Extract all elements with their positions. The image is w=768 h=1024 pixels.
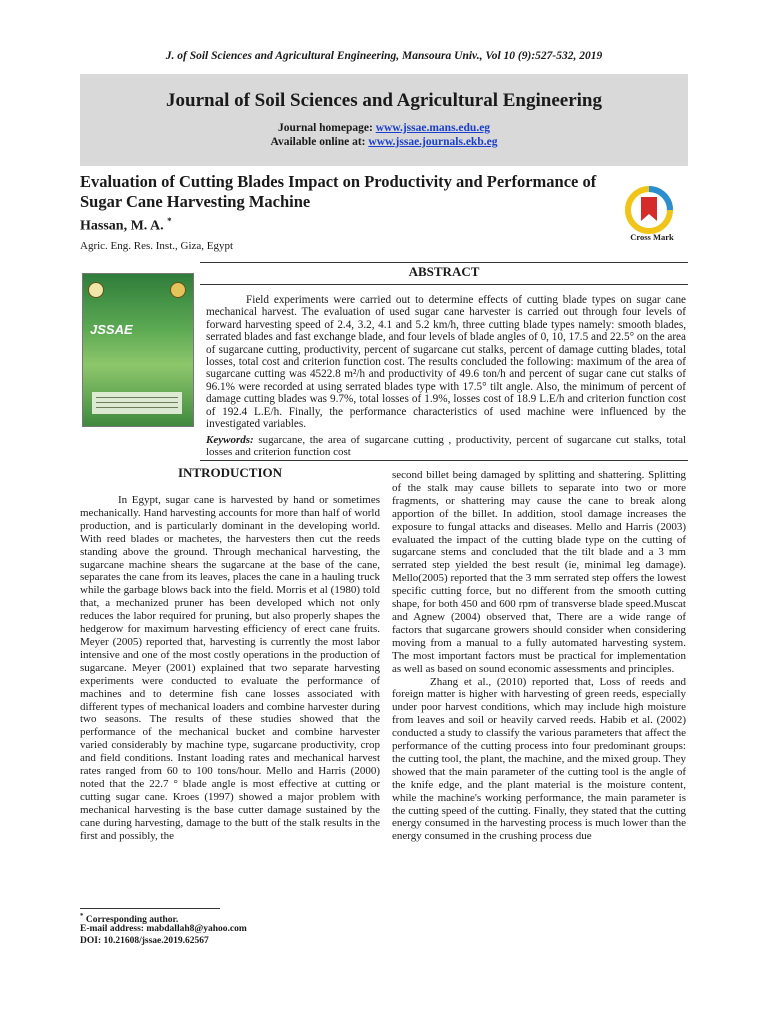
crossmark-icon[interactable] (624, 185, 674, 235)
cover-title: JSSAE (90, 322, 133, 337)
university-seal-icon (88, 282, 104, 298)
introduction-paragraph: Zhang et al., (2010) reported that, Loss of reeds and foreign matter is higher with harvesting of green reeds, especially under poor harvest conditions, which may include high moisture from leaves and soil or heavily carved reeds. Habib et al. (2002) conducted a study to classify the various parameters that affect the performance of the cutting process into four predominant groups: the cutting tool, the plant, the machine, and the mixed group. They showed that the main parameter of the cutting tool is the angle of the knife edge, and the plant material is the moisture content, while the machine's working performance, the main parameter is the cutting speed of the cutting. Finally, they stated that the cutting energy consumed in the harvesting process is much lower than the energy consumed in the crushing process due (392, 675, 686, 843)
cover-info-band (92, 392, 182, 414)
homepage-link[interactable]: www.jssae.mans.edu.eg (375, 122, 491, 134)
journal-seal-icon (170, 282, 186, 298)
journal-homepage-line (80, 122, 688, 134)
cover-band-line (96, 407, 178, 408)
journal-title: Journal of Soil Sciences and Agricultural Engineering (166, 90, 602, 111)
running-head: J. of Soil Sciences and Agricultural Engineering, Mansoura Univ., Vol 10 (9):527-532, 2019 (165, 50, 603, 62)
author (80, 216, 172, 235)
abstract-heading: ABSTRACT (408, 264, 480, 279)
footnote-mark: * (80, 912, 84, 920)
online-link[interactable]: www.jssae.journals.ekb.eg (368, 136, 498, 148)
abstract-top-rule (200, 262, 688, 263)
abstract-heading-rule (200, 284, 688, 285)
cover-band-line (96, 402, 178, 403)
paper-title: Evaluation of Cutting Blades Impact on Productivity and Performance of Sugar Cane Harvesting Machine (80, 172, 597, 211)
introduction-paragraph: second billet being damaged by splitting and shattering. Splitting of the stalk may cause billets to separate into two or more fragments, or shattering may cause the cane to break along apportion of the billet. In addition, stool damage increases the exposure to fungal attacks and diseases. Mello and Harris (2003) evaluated the impact of the cutting blade type on the cutting of sugarcane stems and concluded that the tilt blade and a 3 mm serrated step yielded the best result (ie, minimal leg damage). Mello(2005) reported that the 3 mm serrated step offers the lowest specific cutting force, but no different from the smooth cutting shape, for both 450 and 600 rpm of transverse blade speed.Muscat and Agnew (2004) observed that, There are a wide range of factors that sugarcane growers should consider when considering moving from a manual to a fully automated harvesting system. The most important factors must be practical for implementation as well as based on sound economic assessments and principles. (392, 469, 686, 675)
author-name: Hassan, M. A. (80, 218, 164, 234)
abstract-text: Field experiments were carried out to determine effects of cutting blade types on sugar cane mechanical harvest. The evaluation of used sugar cane harvester is carried out through four levels of forward harvesting speed of 2.4, 3.2, 4.1 and 5.2 km/h, three cutting blade types namely: smooth blades, serrated blades and fast exchange blade, and four levels of blade angles of 0, 10, 17.5 and 22.5° on the area of sugarcane cutting, productivity, percent of sugarcane cut stalks, percent of damage cutting blades, total losses, total cost and criterion function cost. The results concluded the following: maximum of the area of sugarcane cutting was 4522.8 m²/h and productivity of 49.6 ton/h and percent of sugar cane cut stalks of 96.1% were recorded at using serrated blades type with 17.5° tilt angle. Also, the minimum of percent of damage cutting blades was 9.7%, total losses of 1.9%, losses cost of 18.9 L.E/h and criterion function cost of 192.4 L.E/h. Finally, the performance characteristics of used machine were influenced by the investigated variables. (206, 294, 686, 431)
footnote-corresponding-text: Corresponding author. (85, 915, 179, 926)
footnote-email: E-mail address: mabdallah8@yahoo.com (80, 924, 247, 934)
keywords-text: sugarcane, the area of sugarcane cutting , productivity, percent of sugarcane cut stalks, total losses and criterion function cost (206, 434, 687, 459)
online-label: Available online at: (270, 136, 369, 148)
author-mark: * (167, 216, 172, 226)
abstract-bottom-rule (200, 460, 688, 461)
homepage-label: Journal homepage: (277, 122, 376, 134)
journal-online-line (80, 136, 688, 148)
introduction-paragraph: In Egypt, sugar cane is harvested by hand or sometimes mechanically. Hand harvesting accounts for more than half of world production, and is particularly dominant in the developing world. With reed blades or machetes, the harvesters then cut the reeds standing above the ground. Through mechanical harvesting, the sugarcane machine shears the sugarcane at the base of the cane, separates the cane from its leaves, places the cane in a hauling truck while the garbage blows back into the field. Morris et al (1980) told that, a mechanized pruner has been developed which not only reduces the labor required for pruning, but also properly shapes the hedgerow for maximum harvesting efficiency of erect cane fruits. Meyer (2005) reported that, harvesting is currently the most labor intensive and one of the most costly operations in the production of sugarcane. Meyer (2001) explained that two separate harvesting experiments were conducted to evaluate the performance of machines and to determine fish cane losses associated with different types of mechanical loaders and combine harvester during two seasons. The results of these studies showed that the performance of the mechanical bucket and combine harvester varied considerably by machine type, sugarcane productivity, crop and field conditions. Instant loading rates and mechanical harvest rates ranged from 60 to 100 tons/hour. Mello and Harris (2000) noted that the 22.7 ° blade angle is most effective at cutting or cutting sugar cane. Kroes (1997) showed a major problem with mechanical harvesting is the base cutter damage sustained by the cane during harvesting, damage to the butt of the stalk results in the first and possibly, the (80, 494, 380, 842)
cover-band-line (96, 397, 178, 398)
affiliation: Agric. Eng. Res. Inst., Giza, Egypt (80, 240, 234, 252)
footnote-rule (80, 908, 220, 909)
footnote-doi: DOI: 10.21608/jssae.2019.62567 (80, 936, 209, 946)
introduction-heading: INTRODUCTION (177, 465, 282, 480)
keywords-label: Keywords: (206, 434, 254, 446)
crossmark-label: Cross Mark (630, 232, 674, 242)
journal-banner (80, 74, 688, 166)
keywords (206, 434, 686, 459)
introduction-right-column (392, 469, 686, 843)
introduction-left-column (80, 494, 380, 842)
